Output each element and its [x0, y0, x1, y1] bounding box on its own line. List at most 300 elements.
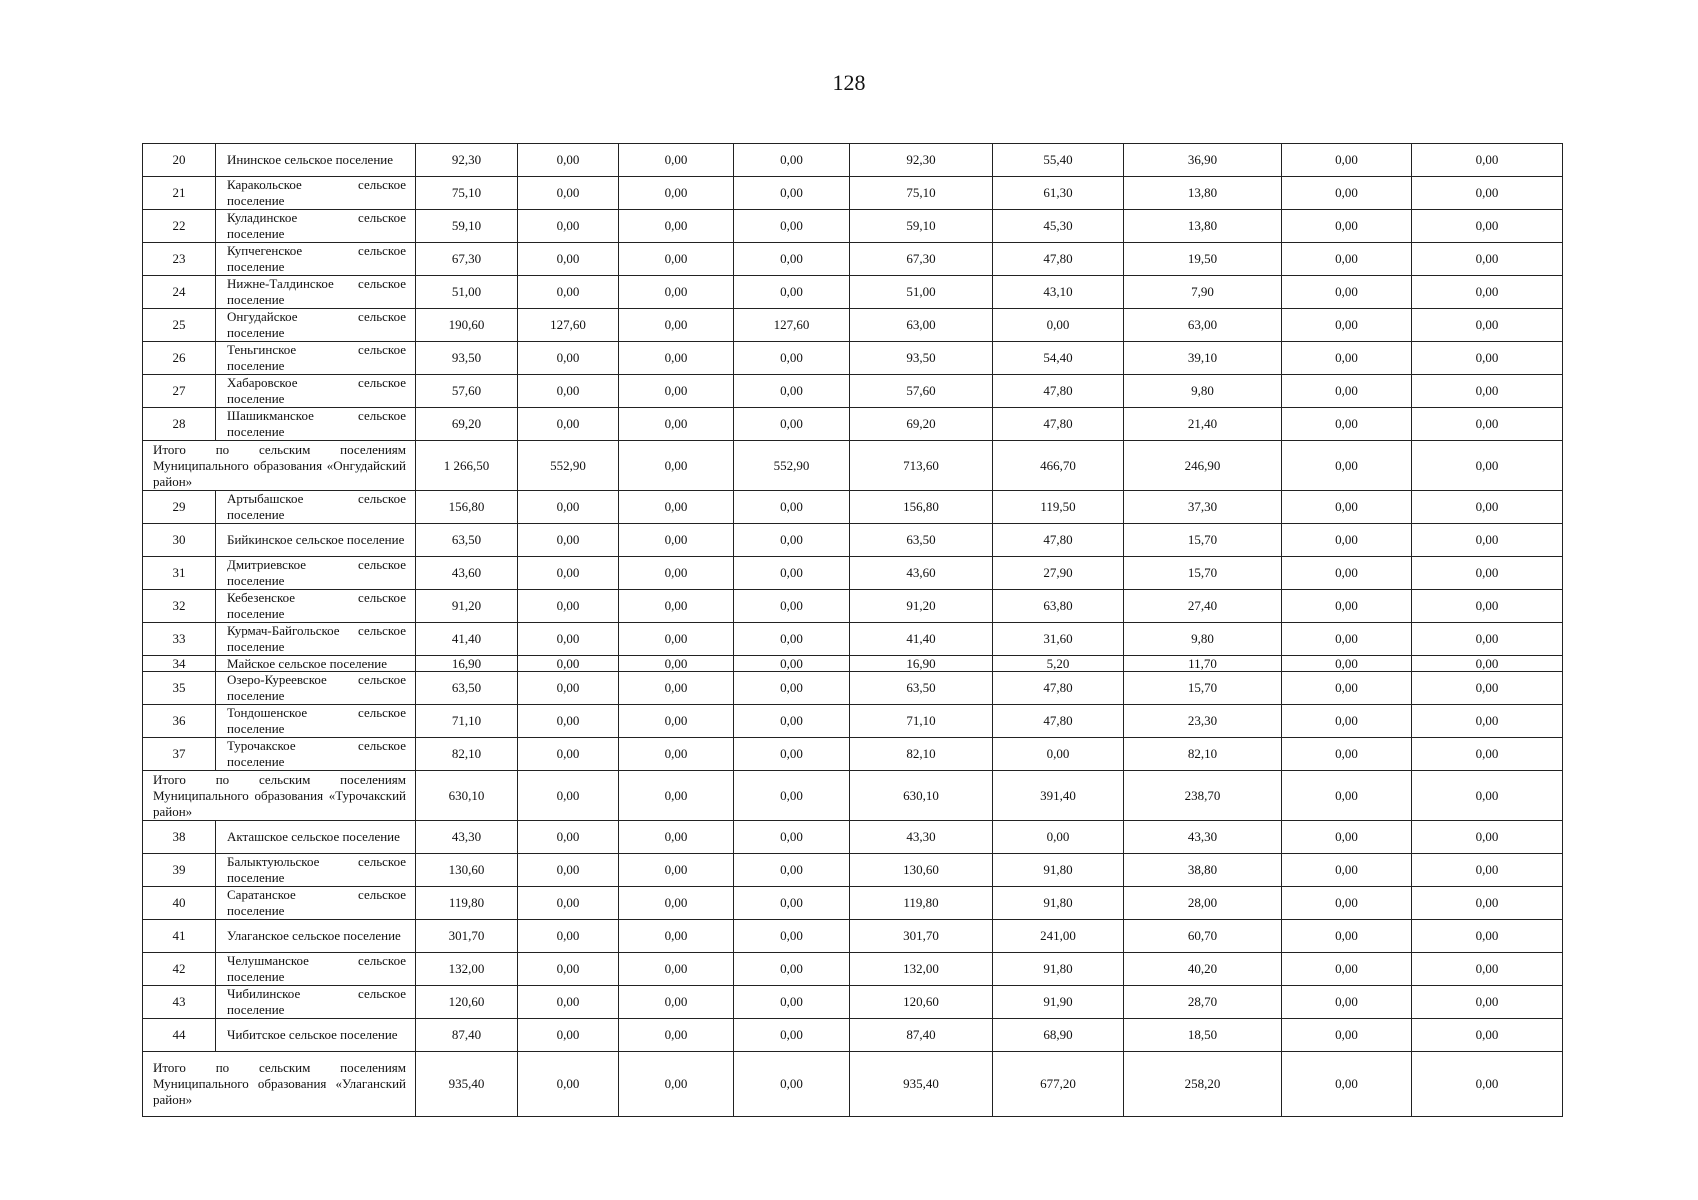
value-cell-col-1: 156,80	[416, 491, 518, 524]
total-label-cell: Итого по сельским поселениям Муниципального образования «Онгудайский район»	[143, 441, 416, 491]
value-cell-col-1: 75,10	[416, 177, 518, 210]
table-row	[143, 821, 1563, 854]
value-cell-col-8: 0,00	[1282, 342, 1412, 375]
value-cell-col-5: 63,50	[850, 524, 993, 557]
value-cell-col-3: 0,00	[619, 1052, 734, 1117]
value-cell-col-5: 51,00	[850, 276, 993, 309]
value-cell-col-2: 0,00	[518, 920, 619, 953]
value-cell-col-8: 0,00	[1282, 887, 1412, 920]
value-cell-col-6: 119,50	[993, 491, 1124, 524]
table-row	[143, 243, 1563, 276]
table-row	[143, 887, 1563, 920]
settlement-name-cell: Купчегенское сельское поселение	[216, 243, 416, 276]
value-cell-col-2: 0,00	[518, 177, 619, 210]
value-cell-col-5: 713,60	[850, 441, 993, 491]
value-cell-col-6: 45,30	[993, 210, 1124, 243]
value-cell-col-3: 0,00	[619, 771, 734, 821]
row-number-cell: 38	[143, 821, 216, 854]
value-cell-col-5: 59,10	[850, 210, 993, 243]
row-number-cell: 41	[143, 920, 216, 953]
table-row	[143, 672, 1563, 705]
value-cell-col-9: 0,00	[1412, 177, 1563, 210]
settlement-name-cell: Онгудайское сельское поселение	[216, 309, 416, 342]
value-cell-col-6: 466,70	[993, 441, 1124, 491]
value-cell-col-6: 55,40	[993, 144, 1124, 177]
table-body	[143, 144, 1563, 1117]
value-cell-col-3: 0,00	[619, 656, 734, 672]
value-cell-col-6: 63,80	[993, 590, 1124, 623]
value-cell-col-9: 0,00	[1412, 854, 1563, 887]
value-cell-col-9: 0,00	[1412, 590, 1563, 623]
value-cell-col-3: 0,00	[619, 408, 734, 441]
value-cell-col-3: 0,00	[619, 590, 734, 623]
value-cell-col-6: 61,30	[993, 177, 1124, 210]
value-cell-col-7: 258,20	[1124, 1052, 1282, 1117]
value-cell-col-5: 57,60	[850, 375, 993, 408]
value-cell-col-1: 91,20	[416, 590, 518, 623]
value-cell-col-6: 43,10	[993, 276, 1124, 309]
value-cell-col-2: 0,00	[518, 375, 619, 408]
value-cell-col-9: 0,00	[1412, 408, 1563, 441]
table-row	[143, 920, 1563, 953]
value-cell-col-8: 0,00	[1282, 375, 1412, 408]
row-number-cell: 42	[143, 953, 216, 986]
value-cell-col-4: 0,00	[734, 672, 850, 705]
value-cell-col-1: 71,10	[416, 705, 518, 738]
value-cell-col-1: 82,10	[416, 738, 518, 771]
value-cell-col-7: 7,90	[1124, 276, 1282, 309]
settlement-name-cell: Бийкинское сельское поселение	[216, 524, 416, 557]
table-row	[143, 524, 1563, 557]
value-cell-col-4: 0,00	[734, 656, 850, 672]
value-cell-col-4: 0,00	[734, 1052, 850, 1117]
settlement-name-cell: Теньгинское сельское поселение	[216, 342, 416, 375]
value-cell-col-8: 0,00	[1282, 771, 1412, 821]
value-cell-col-5: 43,60	[850, 557, 993, 590]
table-row	[143, 953, 1563, 986]
value-cell-col-8: 0,00	[1282, 656, 1412, 672]
value-cell-col-4: 0,00	[734, 210, 850, 243]
table-row	[143, 309, 1563, 342]
value-cell-col-3: 0,00	[619, 953, 734, 986]
value-cell-col-8: 0,00	[1282, 953, 1412, 986]
value-cell-col-3: 0,00	[619, 557, 734, 590]
row-number-cell: 20	[143, 144, 216, 177]
settlement-name-cell: Хабаровское сельское поселение	[216, 375, 416, 408]
value-cell-col-3: 0,00	[619, 375, 734, 408]
value-cell-col-9: 0,00	[1412, 656, 1563, 672]
settlement-name-cell: Саратанское сельское поселение	[216, 887, 416, 920]
value-cell-col-2: 0,00	[518, 1052, 619, 1117]
value-cell-col-3: 0,00	[619, 144, 734, 177]
value-cell-col-3: 0,00	[619, 491, 734, 524]
value-cell-col-5: 69,20	[850, 408, 993, 441]
value-cell-col-1: 69,20	[416, 408, 518, 441]
row-number-cell: 27	[143, 375, 216, 408]
table-row	[143, 1019, 1563, 1052]
value-cell-col-6: 677,20	[993, 1052, 1124, 1117]
value-cell-col-6: 91,80	[993, 953, 1124, 986]
value-cell-col-7: 15,70	[1124, 557, 1282, 590]
value-cell-col-7: 37,30	[1124, 491, 1282, 524]
value-cell-col-4: 0,00	[734, 1019, 850, 1052]
value-cell-col-9: 0,00	[1412, 705, 1563, 738]
table-row	[143, 590, 1563, 623]
value-cell-col-8: 0,00	[1282, 821, 1412, 854]
value-cell-col-4: 0,00	[734, 953, 850, 986]
settlement-name-cell: Озеро-Куреевское сельское поселение	[216, 672, 416, 705]
value-cell-col-3: 0,00	[619, 524, 734, 557]
value-cell-col-8: 0,00	[1282, 1019, 1412, 1052]
value-cell-col-9: 0,00	[1412, 887, 1563, 920]
row-number-cell: 33	[143, 623, 216, 656]
value-cell-col-8: 0,00	[1282, 557, 1412, 590]
value-cell-col-8: 0,00	[1282, 441, 1412, 491]
value-cell-col-8: 0,00	[1282, 491, 1412, 524]
value-cell-col-3: 0,00	[619, 705, 734, 738]
value-cell-col-2: 552,90	[518, 441, 619, 491]
value-cell-col-5: 41,40	[850, 623, 993, 656]
row-number-cell: 32	[143, 590, 216, 623]
value-cell-col-4: 0,00	[734, 590, 850, 623]
table-row	[143, 656, 1563, 672]
value-cell-col-2: 0,00	[518, 854, 619, 887]
value-cell-col-4: 0,00	[734, 342, 850, 375]
value-cell-col-4: 0,00	[734, 986, 850, 1019]
value-cell-col-7: 13,80	[1124, 177, 1282, 210]
value-cell-col-1: 51,00	[416, 276, 518, 309]
value-cell-col-1: 87,40	[416, 1019, 518, 1052]
value-cell-col-2: 0,00	[518, 623, 619, 656]
value-cell-col-5: 87,40	[850, 1019, 993, 1052]
table-row	[143, 705, 1563, 738]
settlement-name-cell: Челушманское сельское поселение	[216, 953, 416, 986]
value-cell-col-6: 31,60	[993, 623, 1124, 656]
row-number-cell: 21	[143, 177, 216, 210]
settlement-name-cell: Куладинское сельское поселение	[216, 210, 416, 243]
value-cell-col-7: 246,90	[1124, 441, 1282, 491]
value-cell-col-7: 40,20	[1124, 953, 1282, 986]
value-cell-col-9: 0,00	[1412, 953, 1563, 986]
value-cell-col-2: 0,00	[518, 557, 619, 590]
value-cell-col-9: 0,00	[1412, 342, 1563, 375]
value-cell-col-3: 0,00	[619, 854, 734, 887]
settlement-name-cell: Дмитриевское сельское поселение	[216, 557, 416, 590]
settlement-name-cell: Турочакское сельское поселение	[216, 738, 416, 771]
value-cell-col-5: 82,10	[850, 738, 993, 771]
page-number: 128	[832, 70, 866, 95]
table-total-row	[143, 441, 1563, 491]
value-cell-col-4: 0,00	[734, 524, 850, 557]
value-cell-col-1: 57,60	[416, 375, 518, 408]
value-cell-col-6: 68,90	[993, 1019, 1124, 1052]
value-cell-col-7: 28,00	[1124, 887, 1282, 920]
row-number-cell: 29	[143, 491, 216, 524]
value-cell-col-3: 0,00	[619, 342, 734, 375]
value-cell-col-4: 0,00	[734, 771, 850, 821]
value-cell-col-3: 0,00	[619, 210, 734, 243]
value-cell-col-3: 0,00	[619, 441, 734, 491]
table-row	[143, 276, 1563, 309]
settlement-name-cell: Балыктуюльское сельское поселение	[216, 854, 416, 887]
settlement-name-cell: Тондошенское сельское поселение	[216, 705, 416, 738]
value-cell-col-4: 0,00	[734, 276, 850, 309]
value-cell-col-9: 0,00	[1412, 309, 1563, 342]
settlement-name-cell: Майское сельское поселение	[216, 656, 416, 672]
value-cell-col-2: 0,00	[518, 656, 619, 672]
value-cell-col-4: 0,00	[734, 144, 850, 177]
value-cell-col-8: 0,00	[1282, 672, 1412, 705]
value-cell-col-5: 130,60	[850, 854, 993, 887]
value-cell-col-7: 18,50	[1124, 1019, 1282, 1052]
settlement-name-cell: Чибитское сельское поселение	[216, 1019, 416, 1052]
value-cell-col-1: 43,60	[416, 557, 518, 590]
value-cell-col-6: 27,90	[993, 557, 1124, 590]
value-cell-col-9: 0,00	[1412, 276, 1563, 309]
value-cell-col-7: 43,30	[1124, 821, 1282, 854]
settlement-name-cell: Артыбашское сельское поселение	[216, 491, 416, 524]
value-cell-col-2: 0,00	[518, 144, 619, 177]
value-cell-col-1: 1 266,50	[416, 441, 518, 491]
value-cell-col-8: 0,00	[1282, 705, 1412, 738]
table-row	[143, 557, 1563, 590]
value-cell-col-4: 127,60	[734, 309, 850, 342]
value-cell-col-4: 0,00	[734, 821, 850, 854]
value-cell-col-1: 130,60	[416, 854, 518, 887]
value-cell-col-9: 0,00	[1412, 986, 1563, 1019]
table-row	[143, 342, 1563, 375]
row-number-cell: 25	[143, 309, 216, 342]
settlement-name-cell: Улаганское сельское поселение	[216, 920, 416, 953]
value-cell-col-3: 0,00	[619, 821, 734, 854]
value-cell-col-2: 0,00	[518, 986, 619, 1019]
value-cell-col-1: 63,50	[416, 672, 518, 705]
row-number-cell: 44	[143, 1019, 216, 1052]
value-cell-col-3: 0,00	[619, 623, 734, 656]
row-number-cell: 30	[143, 524, 216, 557]
value-cell-col-9: 0,00	[1412, 491, 1563, 524]
value-cell-col-2: 0,00	[518, 524, 619, 557]
value-cell-col-8: 0,00	[1282, 854, 1412, 887]
settlement-name-cell: Шашикманское сельское поселение	[216, 408, 416, 441]
value-cell-col-5: 71,10	[850, 705, 993, 738]
value-cell-col-4: 552,90	[734, 441, 850, 491]
value-cell-col-1: 120,60	[416, 986, 518, 1019]
row-number-cell: 28	[143, 408, 216, 441]
value-cell-col-3: 0,00	[619, 309, 734, 342]
table-row	[143, 408, 1563, 441]
value-cell-col-2: 0,00	[518, 210, 619, 243]
value-cell-col-1: 16,90	[416, 656, 518, 672]
value-cell-col-3: 0,00	[619, 276, 734, 309]
value-cell-col-2: 0,00	[518, 705, 619, 738]
value-cell-col-8: 0,00	[1282, 1052, 1412, 1117]
row-number-cell: 34	[143, 656, 216, 672]
value-cell-col-5: 67,30	[850, 243, 993, 276]
table-row	[143, 623, 1563, 656]
value-cell-col-1: 41,40	[416, 623, 518, 656]
value-cell-col-1: 190,60	[416, 309, 518, 342]
value-cell-col-5: 63,00	[850, 309, 993, 342]
value-cell-col-9: 0,00	[1412, 920, 1563, 953]
table-row	[143, 738, 1563, 771]
value-cell-col-6: 91,80	[993, 887, 1124, 920]
value-cell-col-9: 0,00	[1412, 623, 1563, 656]
table-row	[143, 177, 1563, 210]
value-cell-col-7: 19,50	[1124, 243, 1282, 276]
table-row	[143, 144, 1563, 177]
value-cell-col-9: 0,00	[1412, 1019, 1563, 1052]
table-row	[143, 854, 1563, 887]
value-cell-col-5: 132,00	[850, 953, 993, 986]
value-cell-col-1: 132,00	[416, 953, 518, 986]
value-cell-col-7: 38,80	[1124, 854, 1282, 887]
value-cell-col-2: 0,00	[518, 887, 619, 920]
row-number-cell: 24	[143, 276, 216, 309]
value-cell-col-1: 43,30	[416, 821, 518, 854]
value-cell-col-9: 0,00	[1412, 738, 1563, 771]
table-row	[143, 375, 1563, 408]
value-cell-col-7: 82,10	[1124, 738, 1282, 771]
value-cell-col-8: 0,00	[1282, 524, 1412, 557]
value-cell-col-6: 54,40	[993, 342, 1124, 375]
value-cell-col-6: 91,80	[993, 854, 1124, 887]
value-cell-col-9: 0,00	[1412, 557, 1563, 590]
value-cell-col-7: 11,70	[1124, 656, 1282, 672]
value-cell-col-1: 67,30	[416, 243, 518, 276]
value-cell-col-3: 0,00	[619, 920, 734, 953]
value-cell-col-6: 47,80	[993, 524, 1124, 557]
row-number-cell: 43	[143, 986, 216, 1019]
value-cell-col-8: 0,00	[1282, 243, 1412, 276]
value-cell-col-7: 238,70	[1124, 771, 1282, 821]
budget-table	[142, 143, 1563, 1117]
table-total-row	[143, 1052, 1563, 1117]
settlement-name-cell: Нижне-Талдинское сельское поселение	[216, 276, 416, 309]
value-cell-col-8: 0,00	[1282, 309, 1412, 342]
value-cell-col-6: 0,00	[993, 821, 1124, 854]
value-cell-col-2: 0,00	[518, 590, 619, 623]
value-cell-col-9: 0,00	[1412, 210, 1563, 243]
table-row	[143, 210, 1563, 243]
row-number-cell: 35	[143, 672, 216, 705]
value-cell-col-6: 391,40	[993, 771, 1124, 821]
row-number-cell: 39	[143, 854, 216, 887]
value-cell-col-4: 0,00	[734, 177, 850, 210]
value-cell-col-1: 63,50	[416, 524, 518, 557]
value-cell-col-1: 93,50	[416, 342, 518, 375]
value-cell-col-6: 47,80	[993, 243, 1124, 276]
value-cell-col-7: 21,40	[1124, 408, 1282, 441]
value-cell-col-5: 119,80	[850, 887, 993, 920]
value-cell-col-4: 0,00	[734, 623, 850, 656]
value-cell-col-2: 0,00	[518, 276, 619, 309]
value-cell-col-2: 0,00	[518, 408, 619, 441]
value-cell-col-7: 63,00	[1124, 309, 1282, 342]
value-cell-col-8: 0,00	[1282, 144, 1412, 177]
value-cell-col-8: 0,00	[1282, 177, 1412, 210]
value-cell-col-2: 0,00	[518, 771, 619, 821]
value-cell-col-9: 0,00	[1412, 524, 1563, 557]
value-cell-col-9: 0,00	[1412, 771, 1563, 821]
value-cell-col-8: 0,00	[1282, 920, 1412, 953]
value-cell-col-7: 9,80	[1124, 623, 1282, 656]
settlement-name-cell: Ининское сельское поселение	[216, 144, 416, 177]
value-cell-col-5: 63,50	[850, 672, 993, 705]
value-cell-col-6: 47,80	[993, 375, 1124, 408]
value-cell-col-4: 0,00	[734, 375, 850, 408]
value-cell-col-2: 0,00	[518, 342, 619, 375]
value-cell-col-1: 301,70	[416, 920, 518, 953]
value-cell-col-8: 0,00	[1282, 408, 1412, 441]
value-cell-col-7: 23,30	[1124, 705, 1282, 738]
value-cell-col-7: 27,40	[1124, 590, 1282, 623]
value-cell-col-7: 39,10	[1124, 342, 1282, 375]
value-cell-col-4: 0,00	[734, 920, 850, 953]
value-cell-col-7: 28,70	[1124, 986, 1282, 1019]
value-cell-col-2: 0,00	[518, 491, 619, 524]
row-number-cell: 22	[143, 210, 216, 243]
value-cell-col-4: 0,00	[734, 243, 850, 276]
value-cell-col-8: 0,00	[1282, 276, 1412, 309]
value-cell-col-8: 0,00	[1282, 986, 1412, 1019]
value-cell-col-6: 0,00	[993, 309, 1124, 342]
row-number-cell: 37	[143, 738, 216, 771]
settlement-name-cell: Акташское сельское поселение	[216, 821, 416, 854]
value-cell-col-9: 0,00	[1412, 1052, 1563, 1117]
value-cell-col-6: 241,00	[993, 920, 1124, 953]
value-cell-col-5: 156,80	[850, 491, 993, 524]
value-cell-col-6: 91,90	[993, 986, 1124, 1019]
value-cell-col-5: 935,40	[850, 1052, 993, 1117]
row-number-cell: 31	[143, 557, 216, 590]
value-cell-col-6: 0,00	[993, 738, 1124, 771]
value-cell-col-1: 92,30	[416, 144, 518, 177]
value-cell-col-9: 0,00	[1412, 441, 1563, 491]
table-row	[143, 491, 1563, 524]
value-cell-col-4: 0,00	[734, 705, 850, 738]
row-number-cell: 26	[143, 342, 216, 375]
value-cell-col-4: 0,00	[734, 854, 850, 887]
value-cell-col-9: 0,00	[1412, 144, 1563, 177]
value-cell-col-6: 47,80	[993, 672, 1124, 705]
value-cell-col-2: 0,00	[518, 738, 619, 771]
value-cell-col-4: 0,00	[734, 738, 850, 771]
value-cell-col-8: 0,00	[1282, 210, 1412, 243]
value-cell-col-6: 5,20	[993, 656, 1124, 672]
value-cell-col-2: 0,00	[518, 953, 619, 986]
settlement-name-cell: Чибилинское сельское поселение	[216, 986, 416, 1019]
value-cell-col-5: 16,90	[850, 656, 993, 672]
value-cell-col-5: 91,20	[850, 590, 993, 623]
value-cell-col-4: 0,00	[734, 557, 850, 590]
row-number-cell: 23	[143, 243, 216, 276]
value-cell-col-6: 47,80	[993, 408, 1124, 441]
total-label-cell: Итого по сельским поселениям Муниципального образования «Турочакский район»	[143, 771, 416, 821]
value-cell-col-2: 0,00	[518, 672, 619, 705]
total-label-cell: Итого по сельским поселениям Муниципального образования «Улаганский район»	[143, 1052, 416, 1117]
value-cell-col-7: 15,70	[1124, 672, 1282, 705]
value-cell-col-4: 0,00	[734, 887, 850, 920]
value-cell-col-2: 0,00	[518, 1019, 619, 1052]
value-cell-col-8: 0,00	[1282, 623, 1412, 656]
value-cell-col-7: 36,90	[1124, 144, 1282, 177]
value-cell-col-7: 60,70	[1124, 920, 1282, 953]
settlement-name-cell: Курмач-Байгольское сельское поселение	[216, 623, 416, 656]
value-cell-col-3: 0,00	[619, 887, 734, 920]
value-cell-col-4: 0,00	[734, 491, 850, 524]
value-cell-col-9: 0,00	[1412, 375, 1563, 408]
